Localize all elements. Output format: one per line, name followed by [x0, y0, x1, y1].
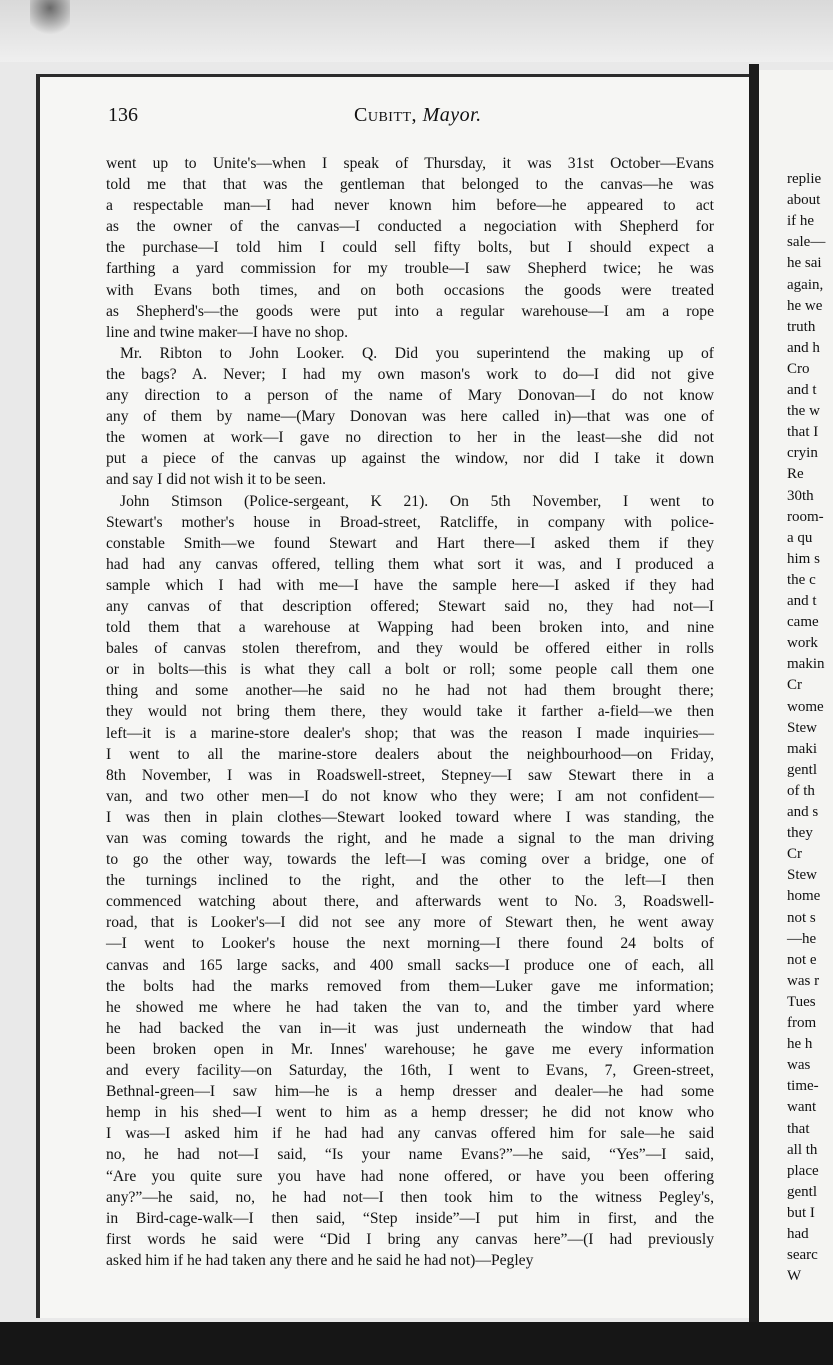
facing-page-fragment: want	[787, 1099, 817, 1116]
facing-page-fragment: 30th	[787, 487, 814, 504]
facing-page-fragment: Cr	[787, 846, 802, 863]
facing-page-fragment: had	[787, 1226, 809, 1242]
text-line: I was then in plain clothes—Stewart looked toward where I was standing, the	[106, 808, 714, 826]
facing-page-fragment: not e	[787, 951, 817, 968]
facing-page-fragment: of th	[787, 782, 815, 799]
facing-page-fragment: was	[787, 1057, 811, 1074]
text-line: as the owner of the canvas—I conducted a negociation with Shepherd for	[106, 218, 714, 236]
facing-page-fragment: Stew	[787, 719, 817, 736]
facing-page-fragment: Stew	[787, 867, 817, 884]
facing-page-fragment: the c	[787, 571, 816, 588]
facing-page-fragment: place	[787, 1162, 819, 1179]
facing-page-fragment: he we	[787, 297, 823, 314]
facing-page-fragment: again,	[787, 276, 824, 293]
facing-page-fragment: him s	[787, 550, 820, 567]
facing-page-fragment: and s	[787, 804, 819, 820]
text-line: had had any canvas offered, telling them what sort it was, and I produced a	[106, 555, 714, 573]
text-line: in Bird-cage-walk—I then said, “Step inside”—I put him in first, and the	[106, 1209, 714, 1227]
text-line: I was—I asked him if he had had any canvas offered him for sale—he said	[106, 1125, 714, 1143]
text-line: he had backed the van in—it was just underneath the window that had	[106, 1019, 714, 1037]
text-line: put a piece of the canvas up against the window, nor did I take it down	[106, 450, 714, 468]
facing-page-fragment: sale—	[787, 234, 826, 251]
text-line: commenced watching about there, and afterwards went to No. 3, Roadswell-	[106, 893, 714, 911]
facing-page-fragment: —he	[787, 930, 817, 947]
facing-page-fragment: truth	[787, 318, 816, 335]
facing-page-fragment: cryin	[787, 445, 818, 462]
text-line: I went to all the marine-store dealers about the neighbourhood—on Friday,	[106, 745, 714, 763]
facing-page-fragment: that	[787, 1120, 810, 1137]
scan-top-margin	[0, 0, 833, 62]
facing-page-fragment: not s	[787, 909, 816, 926]
text-line: thing and some another—he said no he had not had them brought there;	[106, 682, 714, 700]
text-line: canvas and 165 large sacks, and 400 small sacks—I produce one of each, all	[106, 956, 714, 974]
page-number: 136	[108, 104, 138, 126]
facing-page-fragment: Re	[787, 466, 804, 483]
running-head-name: Cubitt,	[354, 104, 418, 126]
text-line: been broken open in Mr. Innes' warehouse; he gave me every information	[106, 1040, 714, 1058]
text-line: and say I did not wish it to be seen.	[106, 471, 327, 489]
facing-page-fragment: the w	[787, 403, 820, 420]
text-line: hemp in his shed—I went to him as a hemp dresser; he did not know who	[106, 1104, 714, 1122]
text-line: any canvas of that description offered; Stewart said no, they had not—I	[106, 597, 714, 615]
text-line: Stewart's mother's house in Broad-street, Ratcliffe, in company with police-	[106, 513, 714, 531]
facing-page-fragment: a qu	[787, 529, 813, 546]
text-line: the purchase—I told him I could sell fifty bolts, but I should expect a	[106, 239, 714, 257]
facing-page-fragment: they	[787, 825, 813, 842]
facing-page-fragment: time-	[787, 1078, 819, 1095]
text-line: any direction to a person of the name of Mary Donovan—I do not know	[106, 387, 714, 405]
text-line: told them that a warehouse at Wapping had been broken into, and nine	[106, 619, 714, 637]
facing-page-fragment: that I	[787, 424, 819, 441]
page-header	[102, 100, 722, 130]
facing-page-fragment: work	[787, 635, 818, 652]
text-line: Bethnal-green—I saw him—he is a hemp dresser and dealer—he had some	[106, 1083, 714, 1101]
text-line: and every facility—on Saturday, the 16th, I went to Evans, 7, Green-street,	[106, 1062, 714, 1080]
facing-page-fragment: and t	[787, 382, 817, 398]
scan-bottom-margin	[0, 1322, 833, 1365]
text-line: first words he said were “Did I bring any canvas here”—(I had previously	[106, 1230, 714, 1248]
text-line: asked him if he had taken any there and he said he had not)—Pegley	[106, 1251, 534, 1269]
facing-page-fragment: home	[787, 888, 821, 905]
text-line: van was coming towards the right, and he made a signal to the man driving	[106, 830, 714, 847]
text-line: bales of canvas stolen therefrom, and they would be offered either in rolls	[106, 640, 714, 658]
text-line: the turnings inclined to the right, and the other to the left—I then	[106, 872, 714, 890]
text-line: with Evans both times, and on both occasions the goods were treated	[106, 281, 714, 299]
text-line: left—it is a marine-store dealer's shop; that was the reason I made inquiries—	[106, 724, 714, 742]
facing-page-fragment: he sai	[787, 255, 822, 272]
facing-page-fragment: was r	[787, 972, 820, 989]
text-line: John Stimson (Police-sergeant, K 21). On 5th November, I went to	[120, 492, 714, 510]
page-gutter	[749, 64, 759, 1324]
book-page	[36, 74, 749, 1318]
text-line: the bolts had the marks removed from them—Luker gave me information;	[106, 977, 714, 995]
text-line: told me that that was the gentleman that belonged to the canvas—he was	[106, 176, 714, 194]
text-line: the bags? A. Never; I had my own mason's work to do—I did not give	[106, 365, 714, 383]
facing-page-fragment: Cr	[787, 677, 802, 694]
facing-page-fragment: replie	[787, 171, 822, 187]
text-line: or in bolts—this is what they call a bolt or roll; some people call them one	[106, 661, 714, 679]
facing-page-fragment: gentl	[787, 1183, 817, 1200]
facing-page-fragment: came	[787, 614, 819, 631]
text-line: constable Smith—we found Stewart and Hart there—I asked them if they	[106, 534, 714, 552]
facing-page-fragment: if he	[787, 213, 815, 230]
facing-page-fragment: room-	[787, 508, 824, 525]
scan-smudge	[30, 0, 70, 40]
facing-page-fragment: all th	[787, 1141, 818, 1158]
text-line: 8th November, I was in Roadswell-street, Stepney—I saw Stewart there in a	[106, 766, 714, 784]
text-line: sample which I had with me—I have the sample here—I asked if they had	[106, 576, 714, 594]
facing-page-fragment: but I	[787, 1204, 815, 1221]
text-line: any of them by name—(Mary Donovan was here called in)—that was one of	[106, 408, 714, 426]
text-line: “Are you quite sure you have had none offered, or have you been offering	[106, 1167, 714, 1185]
text-line: Mr. Ribton to John Looker. Q. Did you superintend the making up of	[120, 344, 714, 362]
text-line: no, he had not—I said, “Is your name Evans?”—he said, “Yes”—I said,	[106, 1146, 714, 1164]
text-line: —I went to Looker's house the next morning—I there found 24 bolts of	[106, 935, 714, 953]
text-line: as Shepherd's—the goods were put into a regular warehouse—I am a rope	[106, 302, 714, 320]
facing-page-fragment: he h	[787, 1036, 813, 1053]
facing-page-fragment: Cro	[787, 360, 810, 377]
text-line: the women at work—I gave no direction to her in the least—she did not	[106, 429, 714, 447]
facing-page-fragment: gentl	[787, 761, 817, 778]
facing-page-fragment: makin	[787, 656, 825, 673]
body-text	[106, 153, 714, 1271]
facing-page-fragment: wome	[787, 698, 824, 715]
running-head-title: Mayor.	[422, 104, 482, 126]
text-line: went up to Unite's—when I speak of Thursday, it was 31st October—Evans	[106, 155, 714, 172]
running-head	[354, 104, 482, 127]
facing-page-fragment: from	[787, 1015, 817, 1031]
text-line: van, and two other men—I do not know who they were; I am not confident—	[106, 787, 714, 805]
text-line: any?”—he said, no, he had not—I then took him to the witness Pegley's,	[106, 1188, 714, 1206]
text-line: line and twine maker—I have no shop.	[106, 323, 349, 341]
facing-page-fragment: maki	[787, 740, 817, 757]
facing-page-fragment: W	[787, 1268, 802, 1285]
text-line: a respectable man—I had never known him before—he appeared to act	[106, 197, 714, 215]
facing-page-fragment: and h	[787, 339, 820, 356]
facing-page-edge	[759, 70, 833, 1324]
text-line: farthing a yard commission for my trouble—I saw Shepherd twice; he was	[106, 260, 714, 278]
text-line: to go the other way, towards the left—I was coming over a bridge, one of	[106, 851, 714, 869]
text-line: road, that is Looker's—I did not see any more of Stewart then, he went away	[106, 914, 714, 932]
text-line: he showed me where he had taken the van to, and the timber yard where	[106, 998, 714, 1016]
text-line: they would not bring them there, they would take it farther a-field—we then	[106, 703, 714, 721]
facing-page-fragment: about	[787, 192, 821, 209]
facing-page-fragment: Tues	[787, 993, 816, 1010]
facing-page-fragment: searc	[787, 1247, 818, 1264]
facing-page-fragment: and t	[787, 593, 817, 609]
